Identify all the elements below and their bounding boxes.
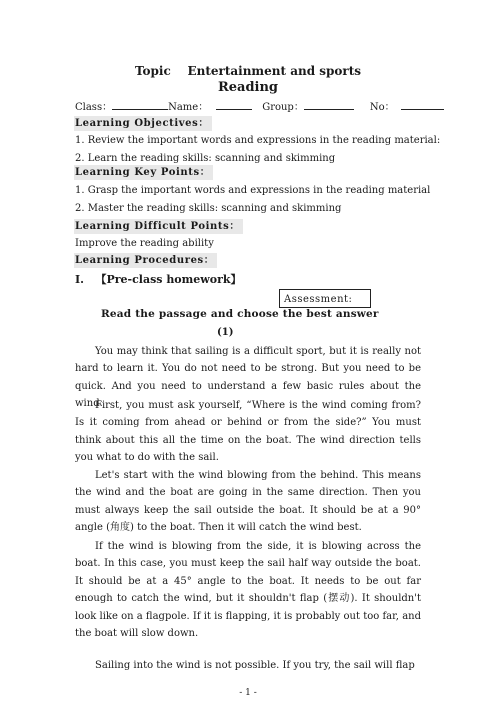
topic-title: Topic Entertainment and sports (134, 64, 362, 78)
class-label: Class： (75, 102, 113, 113)
passage-paragraph: You may think that sailing is a difficult sport, but it is really not hard to learn it. You do not need to be strong. But you need to be quick. And you need to understand a few basic rules about the wind. (75, 346, 421, 410)
difficult-points-text: Improve the reading ability (75, 238, 214, 249)
passage-number: (1) (217, 327, 234, 338)
group-label: Group： (262, 102, 304, 113)
no-blank[interactable] (401, 98, 444, 110)
passage-paragraph: Let's start with the wind blowing from the behind. This means the wind and the boat are going in the same direction. Then you must always keep the sail outside the boat. It should be at a 90° angle (角度) to the boat. Then it will catch the wind best. (75, 470, 421, 534)
objective-item-1: 1. Review the important words and expressions in the reading material: (75, 135, 441, 146)
page-subtitle: Reading (217, 80, 279, 95)
passage-paragraph: First, you must ask yourself, “Where is the wind coming from? Is it coming from ahead or behind or from the side?” You must think about this all the time on the boat. The wind direction tells you what to do with the sail. (75, 400, 421, 464)
key-points-heading: Learning Key Points： (74, 165, 213, 180)
difficult-points-heading: Learning Difficult Points： (74, 219, 243, 234)
objective-item-2: 2. Learn the reading skills: scanning and skimming (75, 153, 336, 164)
no-label: No： (369, 102, 395, 113)
passage-paragraph: If the wind is blowing from the side, it is blowing across the boat. In this case, you must keep the sail half way outside the boat. It should be at a 45° angle to the boat. It needs to be out far enough to catch the wind, but it shouldn't flap (摆动). It shouldn't look like on a flagpole. If it is flapping, it is probably out too far, and the boat will slow down. (75, 541, 421, 640)
objectives-heading: Learning Objectives： (74, 116, 212, 131)
pre-class-homework-label: I. 【Pre-class homework】 (75, 273, 242, 286)
class-blank[interactable] (112, 98, 168, 110)
reading-instruction: Read the passage and choose the best answer (101, 308, 379, 320)
group-blank[interactable] (304, 98, 354, 110)
procedures-heading: Learning Procedures： (74, 253, 217, 268)
name-blank[interactable] (216, 98, 252, 110)
student-info-row (75, 98, 444, 115)
key-point-item-2: 2. Master the reading skills: scanning and skimming (75, 203, 342, 214)
assessment-box[interactable]: Assessment: (279, 289, 371, 308)
passage-paragraph: Sailing into the wind is not possible. If you try, the sail will flap (95, 660, 415, 671)
key-point-item-1: 1. Grasp the important words and expressions in the reading material (75, 185, 431, 196)
name-label: Name： (168, 102, 209, 113)
page-number: - 1 - (239, 688, 257, 698)
